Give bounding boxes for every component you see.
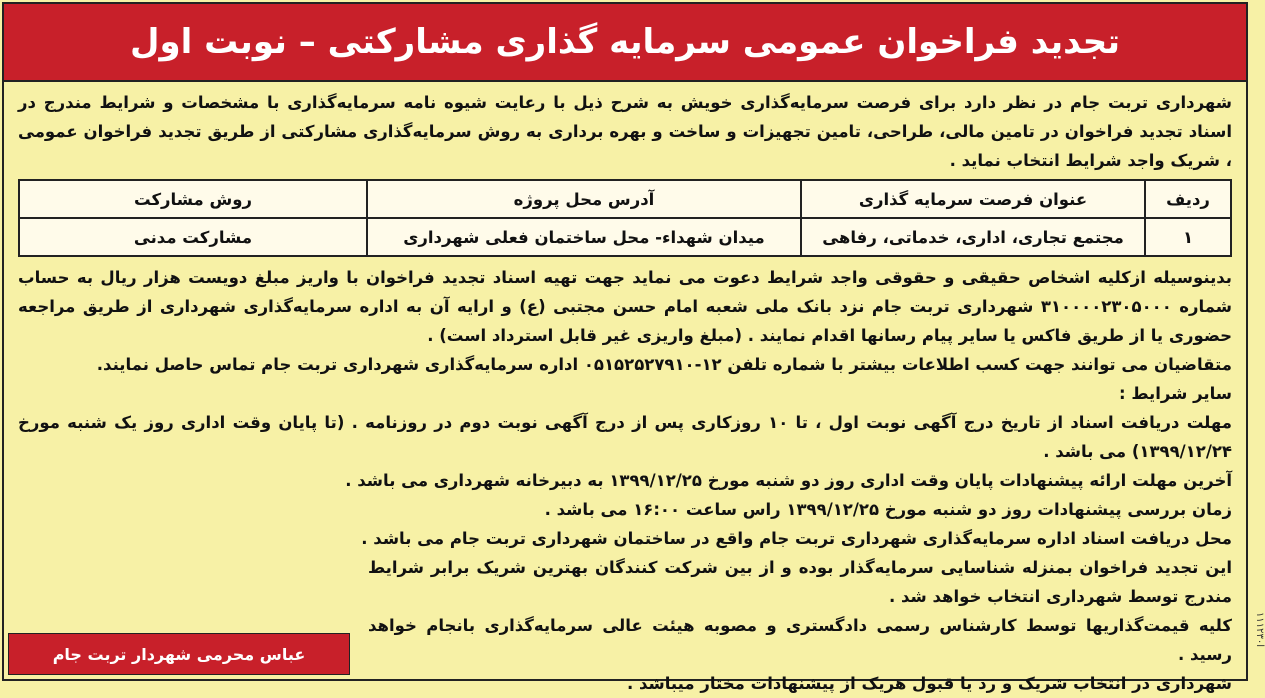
title-bar [4, 4, 1246, 82]
contact-paragraph: متقاضیان می توانند جهت کسب اطلاعات بیشتر با شماره تلفن ۱۲-۰۵۱۵۲۵۲۷۹۱۰ اداره سرمایه‌گذاری شهرداری تربت جام تماس حاصل نمایند. [96, 355, 1232, 374]
cell-partnership-method: مشارکت مدنی [19, 218, 367, 256]
notice-title: تجدید فراخوان عمومی سرمایه گذاری مشارکتی – نوبت اول [129, 22, 1121, 62]
deadline-offers: آخرین مهلت ارائه پیشنهادات پایان وقت اداری روز دو شنبه مورخ ۱۳۹۹/۱۲/۲۵ به دبیرخانه شهرداری می باشد . [345, 471, 1232, 490]
review-time: زمان بررسی پیشنهادات روز دو شنبه مورخ ۱۳۹۹/۱۲/۲۵ راس ساعت ۱۶:۰۰ می باشد . [544, 500, 1232, 519]
docs-place: محل دریافت اسناد اداره سرمایه‌گذاری شهرداری تربت جام واقع در ساختمان شهرداری تربت جام می باشد . [361, 529, 1232, 548]
table-header-row [19, 180, 1231, 218]
valuation-paragraph: کلیه قیمت‌گذاریها توسط کارشناس رسمی دادگستری و مصوبه هیئت عالی سرمایه‌گذاری بانجام خواهد رسید . [368, 616, 1232, 664]
notice-frame [2, 2, 1248, 693]
mayor-signature: عباس محرمی شهردار تربت جام [8, 633, 350, 675]
table-row [19, 218, 1231, 256]
header-row-number: ردیف [1145, 180, 1231, 218]
opportunity-table [18, 179, 1232, 257]
cell-row-number: ۱ [1145, 218, 1231, 256]
header-opportunity-title: عنوان فرصت سرمایه گذاری [801, 180, 1145, 218]
invite-paragraph: بدینوسیله ازکلیه اشخاص حقیقی و حقوقی واجد شرایط دعوت می نماید جهت تهیه اسناد تجدید فراخوان با واریز مبلغ دویست هزار ریال به حساب شماره ۳۱۰۰۰۰۲۳۰۵۰۰۰ شهرداری تربت جام نزد بانک ملی شعبه امام حسن مجتبی (ع) و ارایه آن به اداره سرمایه‌گذاری شهرداری از طریق مراجعه حضوری یا از طریق فاکس یا سایر پیام رسانها اقدام نمایند . (مبلغ واریزی غیر قابل استرداد است) . [18, 268, 1233, 345]
cell-project-address: میدان شهداء- محل ساختمان فعلی شهرداری [367, 218, 801, 256]
rights-paragraph: شهرداری در انتخاب شریک و رد یا قبول هریک از پیشنهادات مختار میباشد . [626, 674, 1232, 693]
side-code: ا۱۱۱۲۳۰ [1254, 612, 1265, 648]
intro-text: در نظر دارد برای فرصت سرمایه‌گذاری خویش به شرح ذیل با رعایت شیوه نامه سرمایه‌گذاری با مشخصات و شرایط مندرج در اسناد تجدید فراخوان در تامین مالی، طراحی، تامین تجهیزات و ساخت و بهره برداری به روش سرمایه‌گذاری مشارکتی از طریق تجدید فراخوان عمومی ، شریک واجد شرایط انتخاب نماید . [18, 93, 1232, 170]
conditions-label: سایر شرایط : [1119, 384, 1232, 403]
intro-lead: شهرداری تربت جام [1069, 93, 1232, 112]
header-project-address: آدرس محل پروژه [367, 180, 801, 218]
header-partnership-method: روش مشارکت [19, 180, 367, 218]
selection-paragraph: این تجدید فراخوان بمنزله شناسایی سرمایه‌گذار بوده و از بین شرکت کنندگان بهترین شریک برابر شرایط مندرج توسط شهرداری انتخاب خواهد شد . [368, 558, 1232, 606]
cell-opportunity-title: مجتمع تجاری، اداری، خدماتی، رفاهی [801, 218, 1145, 256]
notice-content [18, 88, 1233, 693]
intro-paragraph [18, 88, 1232, 175]
deadline-docs: مهلت دریافت اسناد از تاریخ درج آگهی نوبت اول ، تا ۱۰ روزکاری پس از درج آگهی نوبت دوم در روزنامه . (تا پایان وقت اداری روز یک شنبه مورخ ۱۳۹۹/۱۲/۲۴) می باشد . [18, 413, 1233, 461]
